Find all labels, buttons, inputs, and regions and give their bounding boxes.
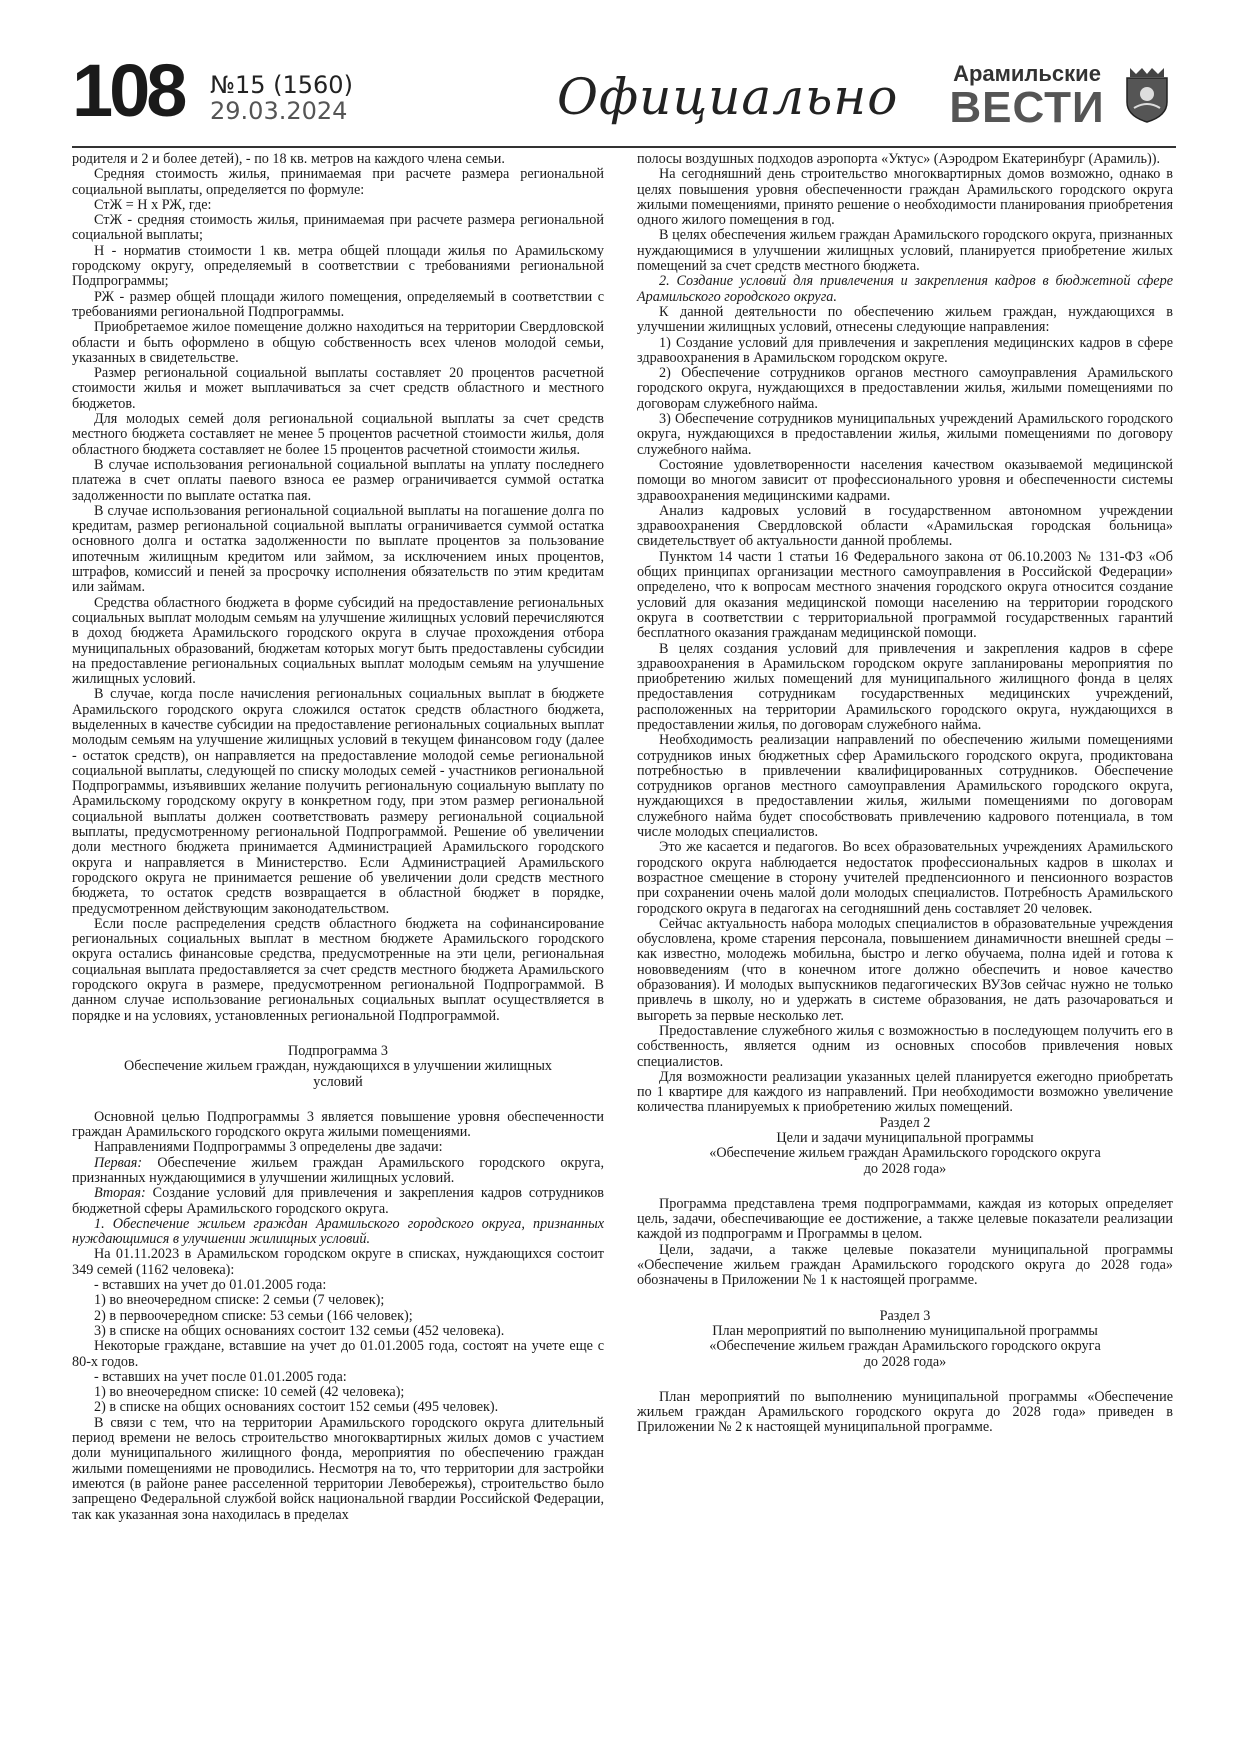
paragraph: Основной целью Подпрограммы 3 является повышение уровня обеспеченности граждан Арамильского городского округа жилыми помещениями. (72, 1108, 604, 1141)
paragraph: Направлениями Подпрограммы 3 определены две задачи: (94, 1139, 443, 1156)
task-label: Первая: (94, 1154, 143, 1171)
issue-number: №15 (1560) (210, 71, 353, 99)
issue-info (210, 72, 353, 124)
logo-line1: Арамильские (953, 61, 1101, 86)
paragraph: Это же касается и педагогов. Во всех образовательных учреждениях Арамильского городского округа наблюдается недостаток профессиональных кадров в школах и возрастное смещение в сторону учителей предпенсионного и пенсионного возрастов при сохранении очень малой доли молодых специалистов. Потребность Арамильского городского округа в педагогах на сегодняшний день составляет 20 человек. (637, 839, 1173, 917)
paragraph: - вставших на учет после 01.01.2005 года: (94, 1368, 347, 1385)
paragraph: 1) во внеочередном списке: 2 семьи (7 человек); (94, 1292, 385, 1309)
coat-of-arms-icon (1122, 64, 1172, 124)
paragraph: 1) Создание условий для привлечения и закрепления медицинских кадров в сфере здравоохранения в Арамильском городском округе. (637, 334, 1173, 366)
paragraph: родителя и 2 и более детей), - по 18 кв. метров на каждого члена семьи. (72, 151, 505, 167)
section-2-heading: до 2028 года» (863, 1160, 947, 1177)
paragraph: 2) в первоочередном списке: 53 семьи (166 человек); (94, 1307, 413, 1324)
section-2-heading: Цели и задачи муниципальной программы (776, 1130, 1034, 1146)
section-3-heading: до 2028 года» (863, 1353, 947, 1370)
paragraph: Размер региональной социальной выплаты составляет 20 процентов расчетной стоимости жилья и может выплачиваться за счет средств областного и местного бюджетов. (72, 365, 604, 412)
paragraph: Предоставление служебного жилья с возможностью в последующем получить его в собственность, является одним из основных способов привлечения новых специалистов. (637, 1022, 1173, 1070)
paragraph: К данной деятельности по обеспечению жильем граждан, нуждающихся в улучшении жилищных условий, отнесены следующие направления: (637, 303, 1173, 336)
issue-date: 29.03.2024 (210, 97, 348, 125)
section-2-title: Раздел 2 (879, 1114, 931, 1131)
paragraph: Для молодых семей доля региональной социальной выплаты за счет средств местного бюджета составляет не менее 5 процентов расчетной стоимости жилья, доля областного бюджета составляет не более 15 процентов расчетной стоимости жилья. (72, 411, 604, 458)
paragraph: Необходимость реализации направлений по обеспечению жилыми помещениями сотрудников иных бюджетных сфер Арамильского городского округа, продиктована потребностью в привлечении квалифицированных сотрудников. Обеспечение сотрудников органов местного самоуправления Арамильского городского округа, нуждающихся в предоставлении жилья, жилыми помещениями по договорам служебного найма будет способствовать привлечению кадрового потенциала, в том числе молодых специалистов. (637, 732, 1173, 841)
subprogram-title: Подпрограмма 3 (288, 1042, 388, 1059)
paragraph: В целях создания условий для привлечения и закрепления кадров в сфере здравоохранения в Арамильском городском округе запланированы мероприятия по приобретению жилых помещений для муниципального жилищного фонда в целях предоставления сотрудникам государственных медицинских учреждений, расположенных на территории Арамильского городского округа, нуждающихся в предоставлении жилья, по договорам служебного найма. (637, 640, 1173, 733)
paragraph: Приобретаемое жилое помещение должно находиться на территории Свердловской области и быть оформлено в общую собственность всех членов молодой семьи, указанных в свидетельстве. (72, 319, 604, 366)
right-column (637, 152, 1173, 1712)
paragraph: РЖ - размер общей площади жилого помещения, определяемый в соответствии с требованиями региональной Подпрограммы. (72, 288, 604, 320)
paragraph: Первая: Обеспечение жильем граждан Арамильского городского округа, признанных нуждающимися в улучшении жилищных условий. (72, 1154, 604, 1186)
task-label: Вторая: (94, 1185, 146, 1202)
paragraph: полосы воздушных подходов аэропорта «Уктус» (Аэродром Екатеринбург (Арамиль)). (637, 151, 1161, 167)
paragraph: 2) Обеспечение сотрудников органов местного самоуправления Арамильского городского округа, нуждающихся в предоставлении жилья, жилыми помещениями по договорам служебного найма. (637, 365, 1173, 412)
paragraph: СтЖ = Н х РЖ, где: (94, 196, 212, 213)
section-3-title: Раздел 3 (879, 1307, 931, 1324)
paragraph: В целях обеспечения жильем граждан Арамильского городского округа, признанных нуждающимися в улучшении жилищных условий, планируется приобретение жилых помещений за счет средств местного бюджета. (637, 227, 1173, 275)
section-title: Официально (557, 68, 899, 126)
paragraph: - вставших на учет до 01.01.2005 года: (94, 1277, 327, 1294)
paragraph: Средняя стоимость жилья, принимаемая при расчете размера региональной социальной выплаты, определяется по формуле: (72, 166, 604, 198)
newspaper-logo (942, 62, 1112, 130)
italic-heading: 2. Создание условий для привлечения и закрепления кадров в бюджетной сфере Арамильского городского округа. (637, 273, 1173, 305)
paragraph: На сегодняшний день строительство многоквартирных домов возможно, однако в целях повышения уровня обеспеченности граждан Арамильского городского округа жилыми помещениями, принято решение о необходимости планирования приобретения одного жилого помещения в год. (637, 166, 1173, 229)
italic-heading: 1. Обеспечение жильем граждан Арамильского городского округа, признанных нуждающимися в улучшении жилищных условий. (72, 1215, 604, 1248)
paragraph: Цели, задачи, а также целевые показатели муниципальной программы «Обеспечение жильем граждан Арамильского городского округа до 2028 года» обозначены в Приложении № 1 к настоящей программе. (637, 1241, 1173, 1289)
paragraph: Пунктом 14 части 1 статьи 16 Федерального закона от 06.10.2003 № 131-ФЗ «Об общих принципах организации местного самоуправления в Российской Федерации» определено, что к вопросам местного значения городского округа относится создание условий для оказания медицинской помощи населению на территории городского округа в соответствии с территориальной программой государственных гарантий бесплатного оказания гражданам медицинской помощи. (637, 548, 1173, 642)
paragraph: 2) в списке на общих основаниях состоит 152 семьи (495 человек). (94, 1399, 499, 1416)
paragraph: В связи с тем, что на территории Арамильского городского округа длительный период времени не велось строительство многоквартирных жилых домов с участием доли муниципального жилищного фонда, мероприятия по обеспечению граждан жилыми помещениями не проводились. Несмотря на то, что территории для застройки имеются (в районе ранее расселенной территории Левобережья), строительство было запрещено Федеральной службой войск национальной гвардии Российской Федерации, так как указанная зона находилась в пределах (72, 1414, 604, 1523)
paragraph: На 01.11.2023 в Арамильском городском округе в списках, нуждающихся состоит 349 семей (1162 человека): (72, 1246, 604, 1278)
subprogram-heading: Обеспечение жильем граждан, нуждающихся в улучшении жилищных условий (124, 1058, 552, 1090)
paragraph: Анализ кадровых условий в государственном автономном учреждении здравоохранения Свердловской области «Арамильская городская больница» свидетельствует об актуальности данной проблемы. (637, 502, 1173, 550)
paragraph: Если после распределения средств областного бюджета на софинансирование региональных социальных выплат в местном бюджете Арамильского городского округа остались финансовые средства, предусмотренные на эти цели, региональная социальная выплата предоставляется за счет средств местного бюджета Арамильского городского округа в размере, предусмотренном региональной Подпрограммой. В данном случае использование региональных социальных выплат осуществляется в порядке и на условиях, установленных региональной Подпрограммой. (72, 915, 604, 1024)
paragraph: Состояние удовлетворенности населения качеством оказываемой медицинской помощи во многом зависит от профессионального уровня и обеспеченности системы здравоохранения медицинскими кадрами. (637, 456, 1173, 504)
paragraph: 3) Обеспечение сотрудников муниципальных учреждений Арамильского городского округа, нуждающихся в предоставлении жилья, жилыми помещениями по договору служебного найма. (637, 411, 1173, 458)
paragraph: Для возможности реализации указанных целей планируется ежегодно приобретать по 1 квартире для каждого из направлений. При необходимости возможно увеличение количества планируемых к приобретению жилых помещений. (637, 1068, 1173, 1116)
section-3-heading: План мероприятий по выполнению муниципальной программы (712, 1322, 1098, 1339)
paragraph: 3) в списке на общих основаниях состоит 132 семьи (452 человека). (94, 1322, 505, 1339)
section-2-heading: «Обеспечение жильем граждан Арамильского городского округа (709, 1145, 1101, 1162)
page-header (72, 49, 1176, 146)
paragraph: Программа представлена тремя подпрограммами, каждая из которых определяет цель, задачи, обеспечивающие ее достижение, а также целевые показатели реализации каждой из подпрограмм и Программы в целом. (637, 1195, 1173, 1243)
paragraph: План мероприятий по выполнению муниципальной программы «Обеспечение жильем граждан Арамильского городского округа до 2028 года» приведен в Приложении № 2 к настоящей муниципальной программе. (637, 1388, 1173, 1436)
paragraph: СтЖ - средняя стоимость жилья, принимаемая при расчете размера региональной социальной выплаты; (72, 212, 604, 244)
paragraph: Сейчас актуальность набора молодых специалистов в образовательные учреждения обусловлена, кроме старения персонала, повышением динамичности внешней среды – как известно, молодежь мобильна, быстро и легко обучаема, полна идей и готова к нововведениям (что в конечном итоге должно обеспечить и новое качество образования). И молодых выпускников педагогических ВУЗов сейчас нужно не только привлечь в школу, но и удержать в системе образования, не дать разочароваться и выгореть за первые несколько лет. (637, 915, 1173, 1024)
paragraph: 1) во внеочередном списке: 10 семей (42 человека); (94, 1384, 405, 1401)
paragraph: В случае использования региональной социальной выплаты на уплату последнего платежа в счет оплаты паевого взноса ее размер ограничивается суммой остатка задолженности по выплате остатка пая. (72, 456, 604, 504)
paragraph: В случае использования региональной социальной выплаты на погашение долга по кредитам, размер региональной социальной выплаты ограничивается суммой остатка основного долга и остатка задолженности по выплате процентов за пользование ипотечным жилищным кредитом или займом, за исключением иных процентов, штрафов, комиссий и пеней за просрочку исполнения обязательств по этим кредитам или займам. (72, 502, 604, 596)
page-number: 108 (72, 49, 184, 132)
section-3-heading: «Обеспечение жильем граждан Арамильского городского округа (709, 1338, 1101, 1355)
header-rule (72, 146, 1176, 148)
logo-line2: ВЕСТИ (949, 83, 1105, 132)
paragraph: Вторая: Создание условий для привлечения и закрепления кадров сотрудников бюджетной сферы Арамильского городского округа. (72, 1185, 604, 1217)
paragraph: В случае, когда после начисления региональных социальных выплат в бюджете Арамильского городского округа сложился остаток средств областного бюджета, выделенных в качестве субсидии на предоставление региональных социальных выплат молодым семьям на улучшение жилищных условий в текущем финансовом году (далее - остаток средств), он направляется на предоставление молодой семье региональной социальной выплаты, следующей по списку молодых семей - участников региональной Подпрограммы, изъявивших желание получить региональную социальную выплату по Арамильскому городскому округу в конкретном году, при этом размер региональной социальной выплаты должен соответствовать размеру региональной социальной выплаты, предусмотренному региональной Подпрограммой. Решение об увеличении доли местного бюджета принимается Администрацией Арамильского городского округа и направляется в Министерство. Если Администрацией Арамильского городского округа не принимается решение об увеличении доли средств местного бюджета, то остаток средств возвращается в областной бюджет в порядке, предусмотренном действующим законодательством. (72, 686, 604, 917)
paragraph: Средства областного бюджета в форме субсидий на предоставление региональных социальных выплат молодым семьям на улучшение жилищных условий перечисляются в доход бюджета Арамильского городского округа в случае прохождения отбора муниципальных образований, бюджетам которых могут быть предоставлены субсидии на предоставление региональных социальных выплат молодым семьям на улучшение жилищных условий. (72, 594, 604, 688)
paragraph: Н - норматив стоимости 1 кв. метра общей площади жилья по Арамильскому городскому округу, определяемый в соответствии с требованиями региональной Подпрограммы; (72, 242, 604, 290)
left-column (72, 152, 604, 1712)
paragraph: Некоторые граждане, вставшие на учет до 01.01.2005 года, состоят на учете еще с 80-х годов. (72, 1338, 604, 1370)
